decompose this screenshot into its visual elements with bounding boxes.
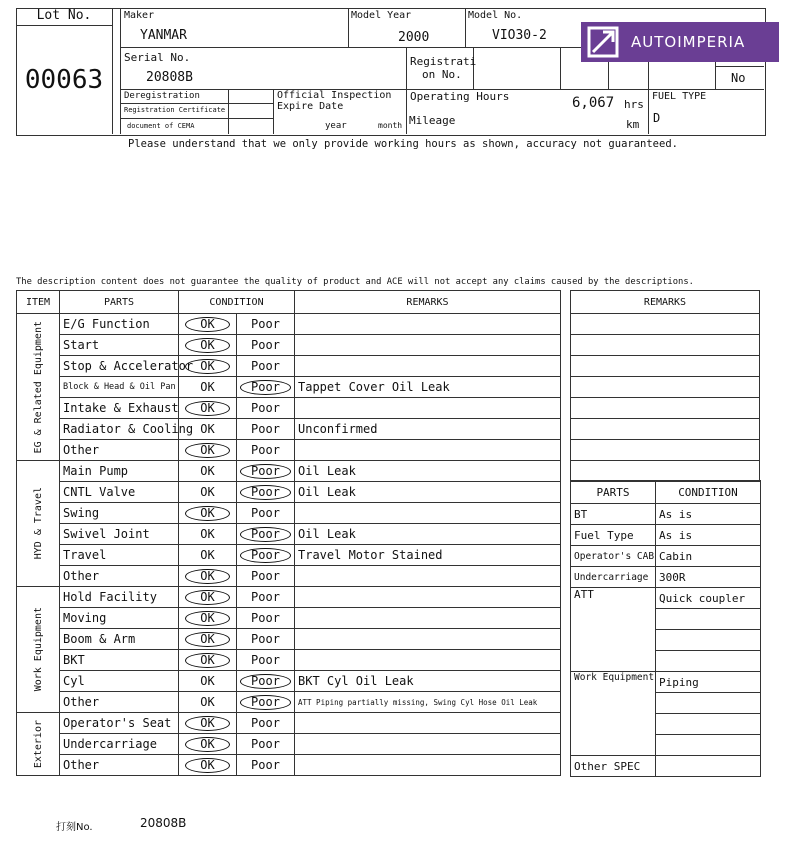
part-name: Block & Head & Oil Pan <box>60 377 179 398</box>
condition-poor <box>237 398 295 419</box>
remark: Unconfirmed <box>295 419 561 440</box>
col-parts: PARTS <box>60 291 179 314</box>
condition-ok <box>179 608 237 629</box>
remark <box>295 440 561 461</box>
side-remark-row <box>571 440 760 461</box>
serial-label: Serial No. <box>124 51 191 64</box>
remark: Oil Leak <box>295 461 561 482</box>
hours-note: Please understand that we only provide working hours as shown, accuracy not guaranteed. <box>128 138 678 150</box>
inspection-label-1: Official Inspection <box>277 90 392 101</box>
condition-poor-text: Poor <box>251 506 280 520</box>
inspection-label-2: Expire Date <box>277 101 344 112</box>
part-name: Operator's Seat <box>60 713 179 734</box>
group-label <box>17 713 60 776</box>
condition-poor <box>237 503 295 524</box>
v-line-b <box>348 8 349 47</box>
table-row <box>17 440 561 461</box>
km-label: km <box>626 118 640 131</box>
remark <box>295 356 561 377</box>
logo-mark-icon <box>583 22 623 62</box>
footer-label: 打刻No. <box>56 822 93 833</box>
remark: Tappet Cover Oil Leak <box>295 377 561 398</box>
month-label: month <box>378 121 403 130</box>
table-row <box>17 650 561 671</box>
condition-ok-text: OK <box>185 317 229 332</box>
condition-ok-text: OK <box>185 632 229 647</box>
model-year-label: Model Year <box>351 10 412 21</box>
part-name: Radiator & Cooling <box>60 419 179 440</box>
spec-col-condition: CONDITION <box>656 481 761 504</box>
operating-value: 6,067 <box>572 95 615 111</box>
condition-poor <box>237 545 295 566</box>
condition-poor-text: Poor <box>240 485 291 500</box>
remark <box>295 314 561 335</box>
condition-poor <box>237 461 295 482</box>
maker-label: Maker <box>124 10 155 21</box>
cema-label: document of CEMA <box>127 122 195 130</box>
group-label-text: EG & Related Equipment <box>32 320 44 454</box>
condition-poor-text: Poor <box>251 590 280 604</box>
condition-poor-text: Poor <box>251 716 280 730</box>
condition-ok <box>179 440 237 461</box>
condition-poor <box>237 650 295 671</box>
reg-cert-label: Registration Certificate <box>124 106 226 114</box>
condition-ok <box>179 671 237 692</box>
condition-ok <box>179 398 237 419</box>
side-remark-row <box>571 356 760 377</box>
table-row <box>17 356 561 377</box>
part-name: Moving <box>60 608 179 629</box>
side-remark-row <box>571 335 760 356</box>
group-label <box>17 587 60 713</box>
condition-ok-text: OK <box>185 590 229 605</box>
condition-poor-text: Poor <box>251 758 280 772</box>
condition-ok-text: OK <box>185 716 229 731</box>
table-row <box>17 314 561 335</box>
side-remarks-table <box>570 290 760 482</box>
side-remarks-header: REMARKS <box>571 291 760 314</box>
table-row <box>17 545 561 566</box>
side-remark-row <box>571 461 760 482</box>
table-row <box>17 503 561 524</box>
lot-label-cell: Lot No. <box>16 8 113 26</box>
spec-col-parts: PARTS <box>571 481 656 504</box>
inspection-table <box>16 290 561 776</box>
side-remark-row <box>571 314 760 335</box>
condition-ok-text: OK <box>185 611 229 626</box>
condition-poor-text: Poor <box>240 464 291 479</box>
condition-ok-text: OK <box>200 674 215 688</box>
condition-ok-text: OK <box>185 359 229 374</box>
side-remark-row <box>571 419 760 440</box>
group-label <box>17 314 60 461</box>
condition-poor <box>237 419 295 440</box>
spec-other-label: Other SPEC <box>571 756 656 777</box>
condition-poor <box>237 734 295 755</box>
remark <box>295 734 561 755</box>
spec-att-label: ATT <box>571 588 656 672</box>
condition-ok <box>179 692 237 713</box>
table-row <box>17 377 561 398</box>
table-row <box>17 629 561 650</box>
condition-poor-text: Poor <box>240 527 291 542</box>
h-line-4 <box>120 118 273 119</box>
table-row <box>17 692 561 713</box>
v-line-c <box>465 8 466 47</box>
condition-ok <box>179 335 237 356</box>
fuel-value: D <box>653 111 661 125</box>
condition-ok <box>179 377 237 398</box>
condition-poor <box>237 377 295 398</box>
condition-poor <box>237 356 295 377</box>
fuel-label: FUEL TYPE <box>652 91 707 102</box>
group-label-text: Exterior <box>32 719 44 769</box>
condition-ok <box>179 356 237 377</box>
remark: Oil Leak <box>295 524 561 545</box>
lot-value-cell: 00063 <box>16 26 113 134</box>
condition-ok <box>179 524 237 545</box>
table-row <box>17 335 561 356</box>
part-name: Swing <box>60 503 179 524</box>
condition-ok-text: OK <box>185 653 229 668</box>
condition-ok <box>179 461 237 482</box>
spec-att-blank <box>656 609 761 630</box>
table-row <box>17 587 561 608</box>
condition-poor-text: Poor <box>240 674 291 689</box>
condition-poor-text: Poor <box>251 569 280 583</box>
remark <box>295 650 561 671</box>
remark <box>295 503 561 524</box>
part-name: Other <box>60 755 179 776</box>
footer-value: 20808B <box>140 816 187 830</box>
spec-fuel-value: As is <box>656 525 761 546</box>
spec-work-blank <box>656 693 761 714</box>
condition-poor-text: Poor <box>240 548 291 563</box>
spec-undercarriage-label: Undercarriage <box>571 567 656 588</box>
dereg-label: Deregistration <box>124 91 200 101</box>
condition-poor-text: Poor <box>251 401 280 415</box>
part-name: CNTL Valve <box>60 482 179 503</box>
condition-ok <box>179 482 237 503</box>
group-label-text: HYD & Travel <box>32 487 44 560</box>
spec-cab-value: Cabin <box>656 546 761 567</box>
model-no-value: VIO30-2 <box>492 28 547 43</box>
table-row <box>17 566 561 587</box>
v-line-f <box>560 47 561 89</box>
part-name: Intake & Exhaust <box>60 398 179 419</box>
col-condition: CONDITION <box>179 291 295 314</box>
table-row <box>17 755 561 776</box>
remark: ATT Piping partially missing, Swing Cyl Hose Oil Leak <box>295 692 561 713</box>
table-row <box>17 461 561 482</box>
spec-att-value: Quick coupler <box>656 588 761 609</box>
part-name: Cyl <box>60 671 179 692</box>
condition-ok <box>179 566 237 587</box>
condition-poor-text: Poor <box>251 359 280 373</box>
condition-poor-text: Poor <box>251 653 280 667</box>
condition-ok <box>179 503 237 524</box>
group-label <box>17 461 60 587</box>
side-remark-row <box>571 377 760 398</box>
condition-ok-text: OK <box>185 506 229 521</box>
model-year-value: 2000 <box>398 30 430 45</box>
condition-ok-text: OK <box>185 338 229 353</box>
condition-ok <box>179 587 237 608</box>
part-name: Start <box>60 335 179 356</box>
table-row <box>17 713 561 734</box>
condition-ok-text: OK <box>185 569 229 584</box>
remark: Oil Leak <box>295 482 561 503</box>
table-row <box>17 671 561 692</box>
condition-ok-text: OK <box>185 401 229 416</box>
v-line-j <box>273 89 274 134</box>
condition-ok <box>179 755 237 776</box>
serial-value: 20808B <box>146 70 193 85</box>
condition-poor <box>237 692 295 713</box>
side-remark-row <box>571 398 760 419</box>
condition-poor <box>237 713 295 734</box>
condition-ok <box>179 650 237 671</box>
ac-value: No <box>731 71 746 85</box>
condition-poor <box>237 335 295 356</box>
part-name: BKT <box>60 650 179 671</box>
condition-ok <box>179 545 237 566</box>
part-name: Travel <box>60 545 179 566</box>
condition-poor-text: Poor <box>251 737 280 751</box>
condition-poor <box>237 755 295 776</box>
registration-label-1: Registrati <box>410 55 477 68</box>
spec-att-blank <box>656 630 761 651</box>
condition-poor-text: Poor <box>240 695 291 710</box>
spec-table <box>570 480 761 777</box>
spec-bt-value: As is <box>656 504 761 525</box>
condition-poor <box>237 566 295 587</box>
condition-ok-text: OK <box>200 380 215 394</box>
remark: BKT Cyl Oil Leak <box>295 671 561 692</box>
spec-work-value: Piping <box>656 672 761 693</box>
remark <box>295 566 561 587</box>
spec-other-value <box>656 756 761 777</box>
year-label: year <box>325 121 347 131</box>
table-row <box>17 734 561 755</box>
v-line-d <box>406 47 407 134</box>
table-row <box>17 524 561 545</box>
part-name: Undercarriage <box>60 734 179 755</box>
condition-ok <box>179 734 237 755</box>
condition-poor-text: Poor <box>251 443 280 457</box>
table-row <box>17 419 561 440</box>
group-label-text: Work Equipment <box>32 607 44 692</box>
spec-cab-label: Operator's CAB <box>571 546 656 567</box>
table-row <box>17 482 561 503</box>
registration-label-2: on No. <box>422 68 462 81</box>
condition-poor-text: Poor <box>251 632 280 646</box>
remark: Travel Motor Stained <box>295 545 561 566</box>
v-line-k <box>228 89 229 134</box>
condition-ok-text: OK <box>200 527 215 541</box>
spec-work-blank <box>656 735 761 756</box>
spec-bt-label: BT <box>571 504 656 525</box>
disclaimer: The description content does not guarantee the quality of product and ACE will not accept any claims caused by the descriptions. <box>16 277 694 287</box>
condition-ok <box>179 713 237 734</box>
condition-poor <box>237 629 295 650</box>
condition-poor <box>237 587 295 608</box>
spec-work-label: Work Equipment <box>571 672 656 756</box>
condition-poor <box>237 608 295 629</box>
part-name: E/G Function <box>60 314 179 335</box>
part-name: Boom & Arm <box>60 629 179 650</box>
col-item: ITEM <box>17 291 60 314</box>
condition-ok-text: OK <box>185 443 229 458</box>
remark <box>295 398 561 419</box>
condition-poor <box>237 314 295 335</box>
operating-label: Operating Hours <box>410 90 510 103</box>
condition-ok-text: OK <box>185 758 229 773</box>
h-line-5 <box>715 66 764 67</box>
hrs-label: hrs <box>624 98 644 111</box>
remark <box>295 755 561 776</box>
part-name: Swivel Joint <box>60 524 179 545</box>
condition-poor-text: Poor <box>251 611 280 625</box>
model-no-label: Model No. <box>468 10 523 21</box>
table-row <box>17 608 561 629</box>
condition-poor <box>237 671 295 692</box>
table-row <box>17 398 561 419</box>
condition-ok-text: OK <box>200 485 215 499</box>
remark <box>295 587 561 608</box>
condition-ok <box>179 314 237 335</box>
condition-ok-text: OK <box>200 548 215 562</box>
condition-poor-text: Poor <box>251 317 280 331</box>
spec-work-blank <box>656 714 761 735</box>
condition-poor <box>237 440 295 461</box>
v-line-a <box>120 8 121 134</box>
part-name: Other <box>60 692 179 713</box>
condition-poor <box>237 524 295 545</box>
condition-ok-text: OK <box>200 422 215 436</box>
autoimperia-logo <box>581 22 779 62</box>
condition-poor-text: Poor <box>240 380 291 395</box>
condition-poor-text: Poor <box>251 338 280 352</box>
condition-ok-text: OK <box>185 737 229 752</box>
spec-fuel-label: Fuel Type <box>571 525 656 546</box>
spec-att-blank <box>656 651 761 672</box>
remark <box>295 335 561 356</box>
part-name: Main Pump <box>60 461 179 482</box>
part-name: Hold Facility <box>60 587 179 608</box>
maker-value: YANMAR <box>140 28 187 43</box>
part-name: Other <box>60 440 179 461</box>
condition-poor <box>237 482 295 503</box>
h-line-3 <box>120 103 273 104</box>
condition-ok-text: OK <box>200 695 215 709</box>
condition-ok-text: OK <box>200 464 215 478</box>
remark <box>295 608 561 629</box>
remark <box>295 713 561 734</box>
part-name: Other <box>60 566 179 587</box>
condition-ok <box>179 629 237 650</box>
col-remarks: REMARKS <box>295 291 561 314</box>
condition-poor-text: Poor <box>251 422 280 436</box>
spec-undercarriage-value: 300R <box>656 567 761 588</box>
mileage-label: Mileage <box>409 114 456 127</box>
part-name: Stop & Accelerator <box>60 356 179 377</box>
v-line-e <box>473 47 474 89</box>
logo-text: AUTOIMPERIA <box>631 33 746 51</box>
remark <box>295 629 561 650</box>
